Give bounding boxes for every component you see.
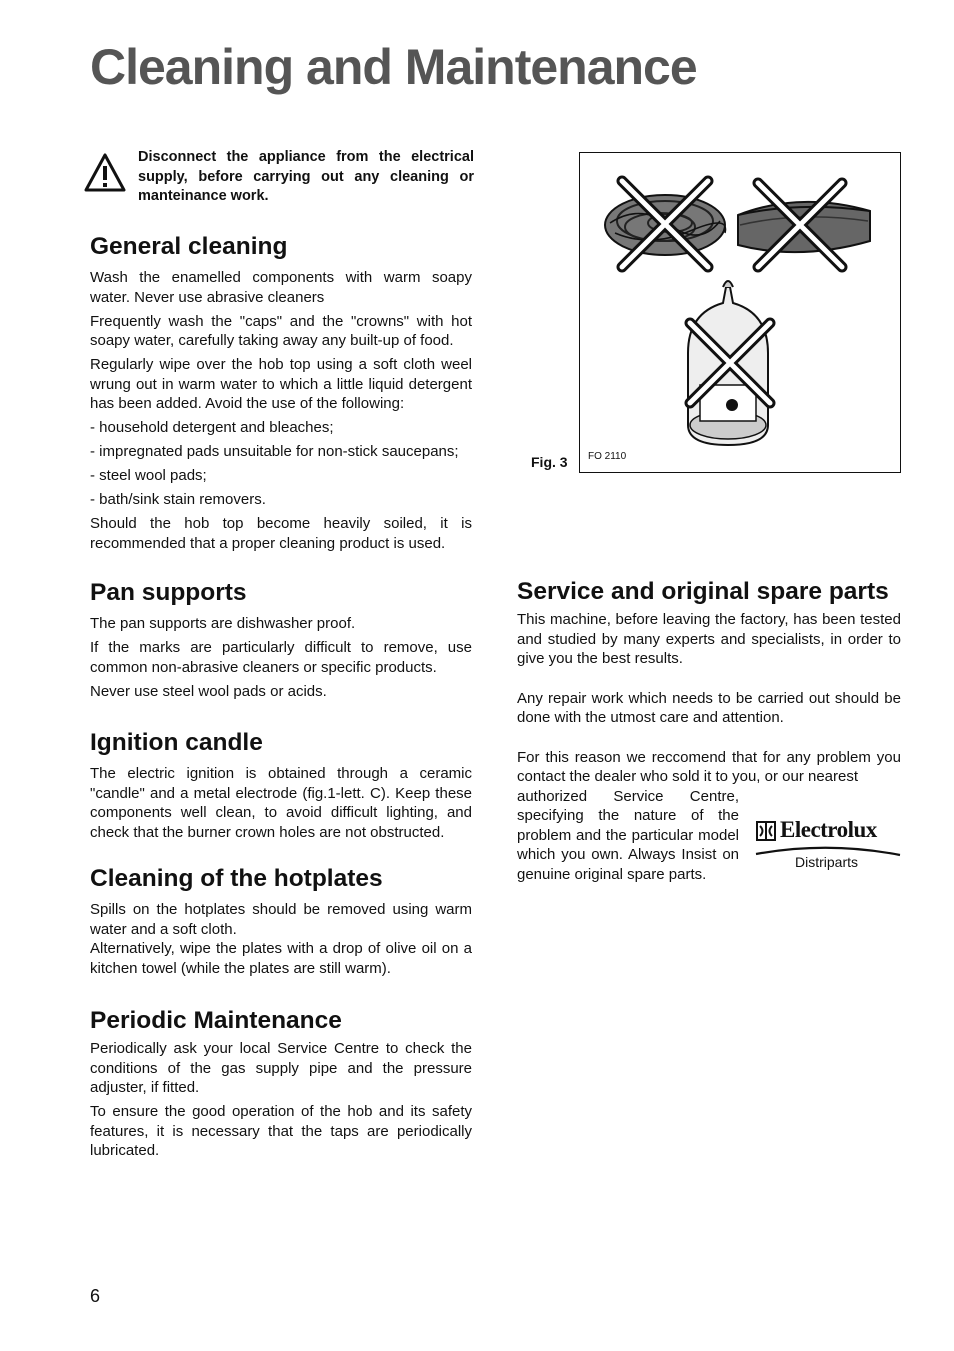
paragraph: Any repair work which needs to be carried out should be done with the utmost care and attention. <box>517 689 901 726</box>
paragraph: authorized Service Centre, specifying the nature of the problem and the particular model which you own. Always Insist on genuine original spare parts. <box>517 787 739 883</box>
page-title: Cleaning and Maintenance <box>90 39 697 95</box>
warning-triangle-icon <box>84 152 126 194</box>
heading-service: Service and original spare parts <box>517 578 889 605</box>
list-item: - household detergent and bleaches; <box>90 419 334 436</box>
figure-illustration <box>580 153 900 472</box>
paragraph: To ensure the good operation of the hob and its safety features, it is necessary that the taps are periodically lubricated. <box>90 1103 472 1159</box>
heading-periodic-maintenance: Periodic Maintenance <box>90 1007 342 1034</box>
electrolux-mark-icon <box>756 821 776 841</box>
section-ignition-candle <box>90 729 472 847</box>
paragraph: For this reason we reccomend that for any problem you contact the dealer who sold it to you, or our nearest <box>517 748 901 785</box>
paragraph: Periodically ask your local Service Centre to check the conditions of the gas supply pipe and the pressure adjuster, if fitted. <box>90 1040 472 1096</box>
section-periodic-maintenance <box>90 1007 472 1165</box>
paragraph: The electric ignition is obtained through a ceramic "candle" and a metal electrode (fig.1-lett. C). Keep these components well clean, to avoid difficult lighting, and check that the burner crown holes are not obstructed. <box>90 765 472 841</box>
warning-text: Disconnect the appliance from the electrical supply, before carrying out any cleaning or manteinance work. <box>138 149 474 204</box>
figure-label: Fig. 3 <box>531 454 568 470</box>
paragraph: Frequently wash the "caps" and the "crowns" with hot soapy water, carefully taking away any built-up of food. <box>90 312 472 349</box>
section-pan-supports <box>90 579 472 706</box>
section-hotplates <box>90 865 472 983</box>
paragraph: The pan supports are dishwasher proof. <box>90 615 356 632</box>
warning-notice <box>84 148 474 207</box>
figure-code: FO 2110 <box>588 451 627 462</box>
list-item: - bath/sink stain removers. <box>90 491 266 508</box>
list-item: - impregnated pads unsuitable for non-stick saucepans; <box>90 443 459 460</box>
paragraph: If the marks are particularly difficult to remove, use common non-abrasive cleaners or specific products. <box>90 639 472 676</box>
list-item: - steel wool pads; <box>90 467 207 484</box>
heading-ignition-candle: Ignition candle <box>90 729 263 756</box>
paragraph: Should the hob top become heavily soiled, it is recommended that a proper cleaning product is used. <box>90 515 472 552</box>
logo-brand: Electrolux <box>780 817 877 842</box>
figure-box <box>579 152 901 473</box>
heading-pan-supports: Pan supports <box>90 579 247 606</box>
logo-sub: Distriparts <box>795 854 859 870</box>
electrolux-logo <box>754 815 902 875</box>
paragraph: Wash the enamelled components with warm soapy water. Never use abrasive cleaners <box>90 269 472 306</box>
page-number: 6 <box>90 1286 101 1306</box>
section-general-cleaning <box>90 233 472 558</box>
heading-general-cleaning: General cleaning <box>90 233 288 260</box>
paragraph: Spills on the hotplates should be removed using warm water and a soft cloth. <box>90 901 472 938</box>
paragraph: Never use steel wool pads or acids. <box>90 682 327 700</box>
paragraph: Regularly wipe over the hob top using a soft cloth weel wrung out in warm water to which a little liquid detergent has been added. Avoid the use of the following: <box>90 356 472 412</box>
paragraph: This machine, before leaving the factory, has been tested and studied by many experts and specialists, in order to give you the best results. <box>517 611 901 667</box>
paragraph: Alternatively, wipe the plates with a drop of olive oil on a kitchen towel (while the plates are still warm). <box>90 940 472 977</box>
heading-hotplates: Cleaning of the hotplates <box>90 865 383 892</box>
